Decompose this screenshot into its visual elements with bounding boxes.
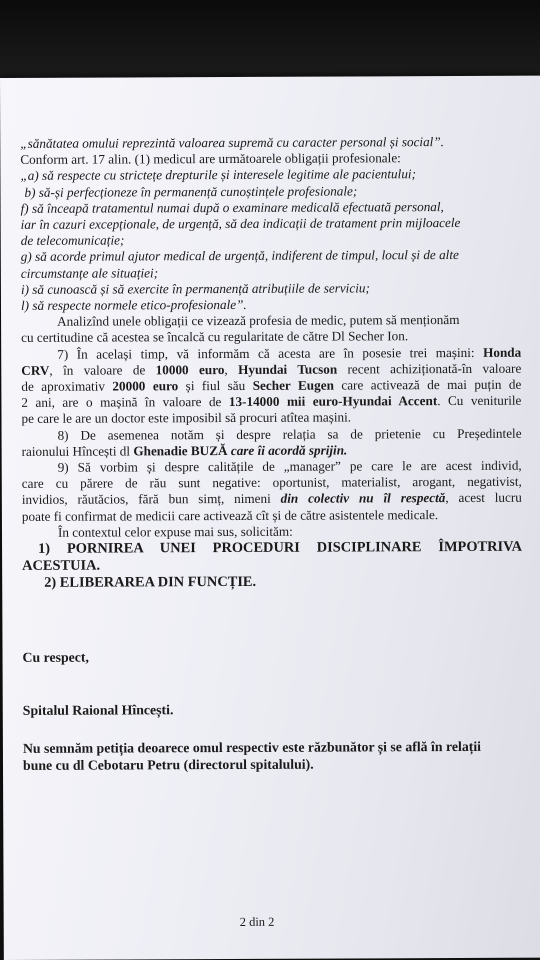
obligation-a: „a) să respecte cu strictețe drepturile și interesele legitime ale pacientului; — [20, 166, 416, 184]
unsigned-note-line1: Nu semnăm petiția deoarece omul respectiv este răzbunător și se află în relații — [22, 738, 482, 756]
paragraph-8-line2: raionului Hîncești dl Ghenadie BUZĂ care îi acordă sprijin. — [21, 442, 348, 459]
paragraph-7-line4: 2 ani, are o mașină în valoare de 13-14000 mii euro-Hyundai Accent. Cu veniturile — [21, 392, 522, 411]
page-number: 2 din 2 — [239, 914, 275, 929]
obligation-f-line1: f) să înceapă tratamentul numai după o examinare medicală efectuată personal, — [20, 198, 444, 216]
paragraph-7-line2: CRV, în valoare de 10000 euro, Hyundai Tucson recent achiziționată-în valoare — [21, 360, 522, 378]
quote-line: „sănătatea omului reprezintă valoarea supremă cu caracter personal și social”. — [20, 134, 445, 151]
dark-background — [0, 0, 540, 80]
analysis-line2: cu certitudine că acestea se încalcă cu regularitate de către Dl Secher Ion. — [21, 328, 409, 346]
unsigned-note-line2: bune cu dl Cebotaru Petru (directorul spitalului). — [22, 756, 314, 773]
request-1-line1: 1) PORNIREA UNEI PROCEDURI DISCIPLINARE ÎMPOTRIVA — [38, 538, 523, 557]
paragraph-7-line1: 7) În același timp, vă informăm că acesta are în posesie trei mașini: Honda — [57, 344, 522, 362]
analysis-line1: Analizînd unele obligații ce vizează profesia de medic, putem să menționăm — [57, 312, 460, 329]
paragraph-9-line3: invidios, răutăcios, fără bun simț, nimeni din colectiv nu îl respectă, acest lucru — [21, 490, 522, 508]
context-line: În contextul celor expuse mai sus, solicităm: — [57, 523, 293, 540]
paragraph-7-line3: de aproximativ 20000 euro și fiul său Secher Eugen care activează de mai puțin de — [21, 376, 522, 394]
closing-salutation: Cu respect, — [22, 649, 89, 665]
letter-body — [20, 134, 522, 592]
article-line: Conform art. 17 alin. (1) medicul are următoarele obligații profesionale: — [20, 150, 401, 168]
obligation-g-line2: circumstanțe ale situației; — [20, 264, 159, 281]
obligation-b: b) să-și perfecționeze în permanență cunoștințele profesionale; — [24, 183, 358, 200]
request-2: 2) ELIBERAREA DIN FUNCȚIE. — [44, 573, 257, 591]
request-1-line2: ACESTUIA. — [22, 557, 101, 574]
paragraph-8-line1: 8) De asemenea notăm și despre relația sa de prietenie cu Președintele — [57, 425, 522, 443]
obligation-i: i) să cunoască și să exercite în permanență atribuțiile de serviciu; — [20, 280, 370, 297]
document-page — [0, 76, 540, 960]
obligation-f-line2: iar în cazuri excepționale, de urgență, să dea indicații de tratament prin mijloacele — [20, 215, 461, 232]
paragraph-9-line2: care cu părere de rău sunt negative: oportunist, materialist, arogant, negativist, — [21, 473, 522, 492]
unsigned-note — [23, 738, 523, 774]
signature-line: Spitalul Raional Hîncești. — [22, 702, 174, 718]
obligation-g-line1: g) să acorde primul ajutor medical de urgență, indiferent de timpul, locul și de alte — [20, 247, 459, 265]
paragraph-7-line5: pe care le are un doctor este imposibil să procuri atîtea mașini. — [21, 409, 352, 427]
paragraph-9-line4: poate fi confirmat de medicii care activează cît și de către asistentele medicale. — [21, 506, 439, 524]
obligation-f-line3: de telecomunicație; — [20, 232, 125, 249]
paragraph-9-line1: 9) Să vorbim și despre calitățile de „manager” pe care le are acest individ, — [57, 457, 522, 475]
obligation-l: l) să respecte normele etico-profesionale”. — [20, 296, 247, 313]
